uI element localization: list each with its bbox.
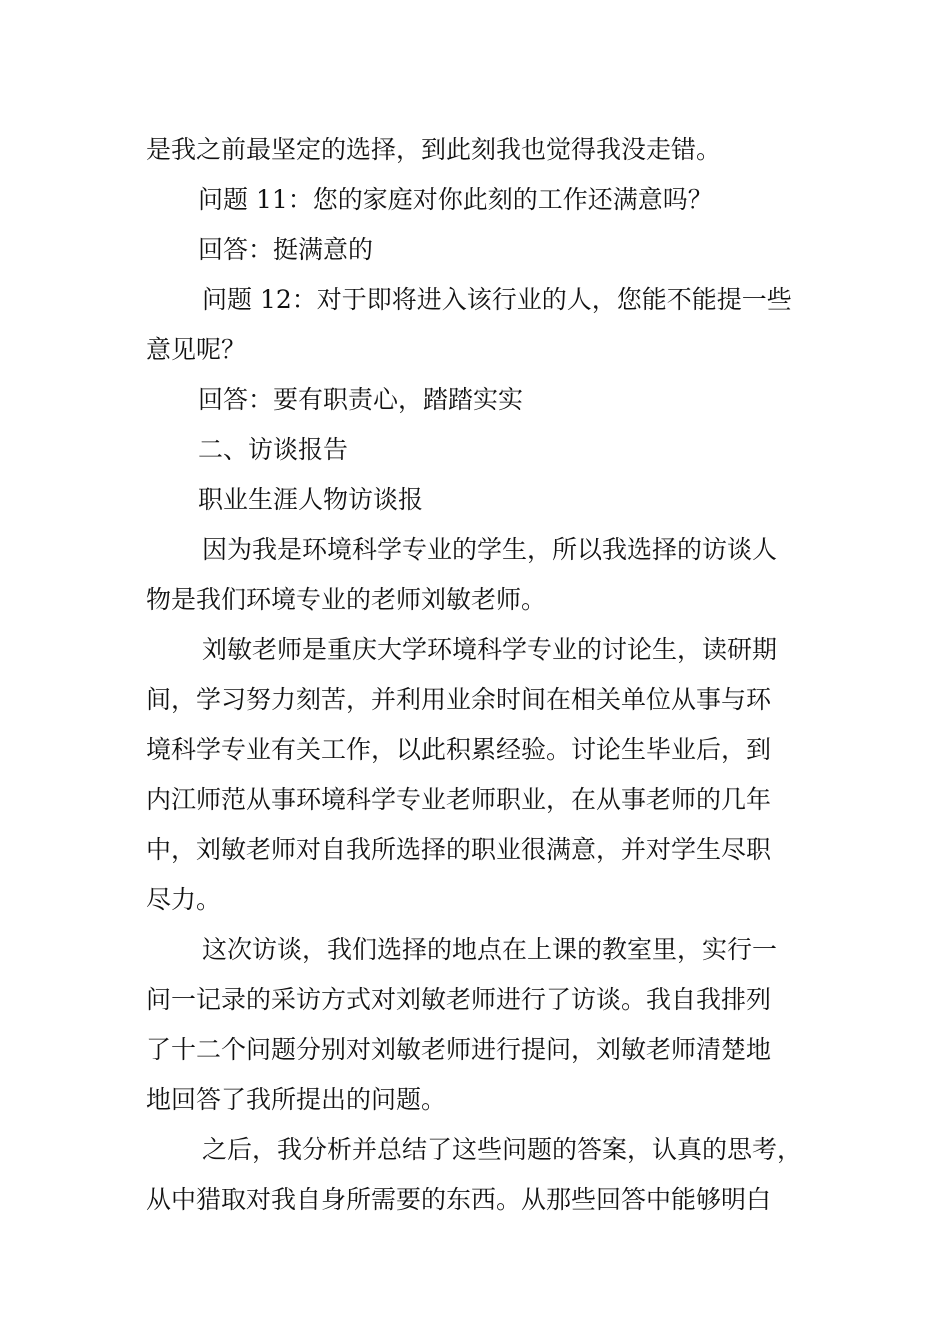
question-11: 问题 11：您的家庭对你此刻的工作还满意吗？ (198, 185, 713, 214)
question-12: 问题 12：对于即将进入该行业的人，您能不能提一些 (202, 285, 792, 314)
paragraph-start: 因为我是环境科学专业的学生，所以我选择的访谈人 (202, 535, 778, 564)
text-line: 是我之前最坚定的选择，到此刻我也觉得我没走错。 (146, 135, 722, 164)
paragraph-start: 刘敏老师是重庆大学环境科学专业的讨论生，读研期 (202, 635, 778, 664)
report-title: 职业生涯人物访谈报 (198, 485, 424, 514)
paragraph-start: 之后，我分析并总结了这些问题的答案，认真的思考， (202, 1135, 803, 1164)
text-line: 中，刘敏老师对自我所选择的职业很满意，并对学生尽职 (146, 835, 772, 864)
text-line: 了十二个问题分别对刘敏老师进行提问，刘敏老师清楚地 (146, 1035, 772, 1064)
text-line: 从中猎取对我自身所需要的东西。从那些回答中能够明白 (146, 1185, 772, 1214)
text-line: 境科学专业有关工作，以此积累经验。讨论生毕业后，到 (146, 735, 772, 764)
text-line: 尽力。 (146, 885, 222, 914)
section-heading: 二、访谈报告 (198, 435, 349, 464)
text-line: 内江师范从事环境科学专业老师职业，在从事老师的几年 (146, 785, 772, 814)
answer-11: 回答：挺满意的 (198, 235, 374, 264)
text-line: 意见呢？ (146, 335, 247, 364)
text-line: 间，学习努力刻苦，并利用业余时间在相关单位从事与环 (146, 685, 772, 714)
text-line: 物是我们环境专业的老师刘敏老师。 (146, 585, 547, 614)
text-line: 地回答了我所提出的问题。 (146, 1085, 447, 1114)
text-line: 问一记录的采访方式对刘敏老师进行了访谈。我自我排列 (146, 985, 772, 1014)
paragraph-start: 这次访谈，我们选择的地点在上课的教室里，实行一 (202, 935, 778, 964)
document-body (146, 125, 816, 1225)
answer-12: 回答：要有职责心，踏踏实实 (198, 385, 524, 414)
